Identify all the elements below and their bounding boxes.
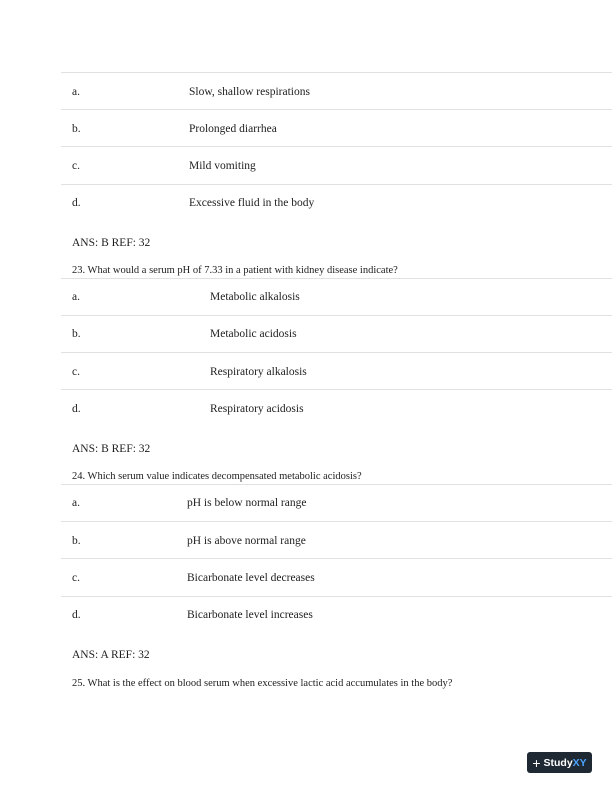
studyxy-badge[interactable]: [527, 752, 592, 773]
table-rule: [61, 521, 612, 522]
table-rule: [61, 184, 612, 185]
option-letter: a.: [72, 497, 80, 509]
plus-icon: +: [532, 754, 541, 771]
table-rule: [61, 72, 612, 73]
table-rule: [61, 558, 612, 559]
badge-label: Study: [543, 756, 573, 769]
option-letter: c.: [72, 366, 80, 378]
option-text: Bicarbonate level decreases: [187, 572, 315, 584]
option-letter: a.: [72, 291, 80, 303]
question-text: 24. Which serum value indicates decompensated metabolic acidosis?: [72, 471, 362, 482]
option-text: pH is above normal range: [187, 535, 306, 547]
option-letter: d.: [72, 609, 81, 621]
option-letter: a.: [72, 86, 80, 98]
badge-label-accent: XY: [572, 756, 587, 769]
option-letter: b.: [72, 328, 81, 340]
question-text: 23. What would a serum pH of 7.33 in a patient with kidney disease indicate?: [72, 265, 398, 276]
table-rule: [61, 278, 612, 279]
option-text: Bicarbonate level increases: [187, 609, 313, 621]
option-letter: d.: [72, 197, 81, 209]
option-text: Prolonged diarrhea: [189, 123, 277, 135]
table-rule: [61, 146, 612, 147]
table-rule: [61, 389, 612, 390]
table-rule: [61, 352, 612, 353]
option-letter: d.: [72, 403, 81, 415]
option-text: Metabolic acidosis: [210, 328, 297, 340]
option-text: Respiratory alkalosis: [210, 366, 307, 378]
table-rule: [61, 596, 612, 597]
option-text: Mild vomiting: [189, 160, 256, 172]
answer-line: ANS: A REF: 32: [72, 649, 150, 661]
option-text: Respiratory acidosis: [210, 403, 304, 415]
option-letter: b.: [72, 123, 81, 135]
option-letter: c.: [72, 160, 80, 172]
option-text: Metabolic alkalosis: [210, 291, 300, 303]
option-text: Slow, shallow respirations: [189, 86, 310, 98]
option-text: Excessive fluid in the body: [189, 197, 315, 209]
answer-line: ANS: B REF: 32: [72, 443, 151, 455]
table-rule: [61, 484, 612, 485]
answer-line: ANS: B REF: 32: [72, 237, 151, 249]
table-rule: [61, 315, 612, 316]
option-letter: b.: [72, 535, 81, 547]
question-text: 25. What is the effect on blood serum when excessive lactic acid accumulates in the body?: [72, 678, 453, 689]
option-letter: c.: [72, 572, 80, 584]
option-text: pH is below normal range: [187, 497, 307, 509]
table-rule: [61, 109, 612, 110]
